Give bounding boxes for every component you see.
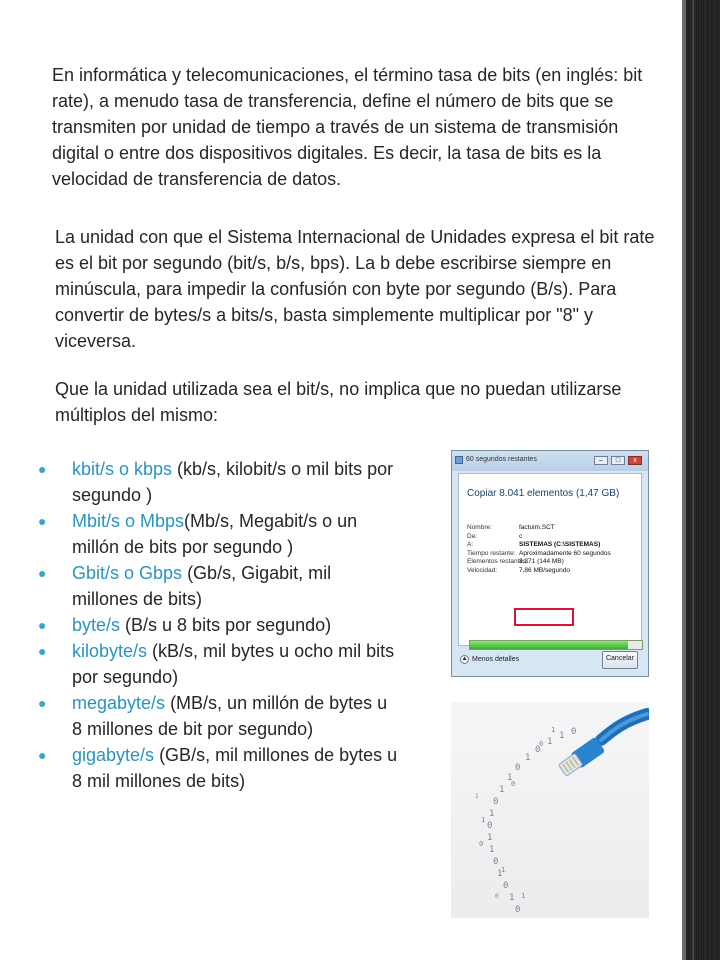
- less-details-toggle[interactable]: [460, 655, 519, 664]
- bullet-icon: ●: [38, 461, 47, 477]
- svg-text:1: 1: [475, 793, 479, 800]
- speed-highlight: [514, 608, 574, 626]
- window-controls: [594, 456, 642, 465]
- dialog-body: [458, 473, 642, 646]
- svg-text:1: 1: [489, 845, 495, 855]
- unit-description: (kB/s, mil bytes u ocho mil bits por segundo): [72, 641, 395, 687]
- svg-text:1: 1: [551, 726, 556, 734]
- svg-text:0: 0: [503, 881, 509, 891]
- network-cable-photo: [451, 702, 649, 918]
- svg-text:0: 0: [571, 727, 577, 737]
- svg-text:1: 1: [487, 833, 493, 843]
- svg-text:1: 1: [507, 773, 513, 783]
- svg-text:1: 1: [559, 731, 565, 741]
- dialog-footer: [452, 646, 648, 676]
- bullet-icon: ●: [38, 695, 47, 711]
- detail-row: [467, 550, 637, 559]
- detail-value: SISTEMAS (C:\SISTEMAS): [519, 541, 601, 548]
- unit-description: (GB/s, mil millones de bytes u 8 mil millones de bits): [72, 745, 398, 791]
- cancel-button[interactable]: Cancelar: [602, 651, 638, 669]
- detail-key: Tiempo restante:: [467, 549, 516, 557]
- detail-row: [467, 541, 637, 550]
- detail-key: A:: [467, 541, 474, 548]
- unit-description: (Mb/s, Megabit/s o un millón de bits por segundo ): [72, 511, 358, 557]
- svg-text:1: 1: [481, 816, 486, 824]
- svg-text:0: 0: [495, 893, 499, 900]
- detail-value: Aproximadamente 60 segundos: [519, 549, 611, 557]
- detail-rows: [467, 524, 637, 575]
- unit-description: (MB/s, un millón de bytes u 8 millones de bit por segundo): [72, 693, 388, 739]
- unit-name: gigabyte/s: [72, 745, 155, 765]
- svg-text:0: 0: [535, 745, 541, 755]
- bullet-icon: ●: [38, 747, 47, 763]
- bullet-icon: ●: [38, 617, 47, 633]
- bullet-icon: ●: [38, 565, 47, 581]
- detail-row: [467, 524, 637, 533]
- svg-text:0: 0: [493, 797, 499, 807]
- detail-value: 3.371 (144 MB): [519, 558, 564, 565]
- detail-row: [467, 533, 637, 542]
- unit-description: (B/s u 8 bits por segundo): [120, 615, 332, 635]
- svg-text:0: 0: [487, 821, 493, 831]
- chevron-up-icon: ▲: [461, 656, 468, 662]
- detail-row: [467, 567, 637, 576]
- close-button[interactable]: x: [628, 456, 642, 465]
- list-item: [38, 508, 398, 560]
- svg-text:0: 0: [515, 905, 521, 915]
- dialog-titlebar: [452, 451, 648, 471]
- detail-key: De:: [467, 532, 478, 540]
- maximize-button[interactable]: □: [611, 456, 625, 465]
- copy-progress-dialog: [451, 450, 649, 677]
- unit-name: byte/s: [72, 615, 121, 635]
- list-item: [38, 456, 398, 508]
- detail-value: factuim.SCT: [519, 524, 555, 531]
- detail-key: Nombre:: [467, 524, 492, 531]
- svg-text:1: 1: [525, 753, 531, 763]
- detail-row: [467, 558, 637, 567]
- svg-text:1: 1: [489, 809, 495, 819]
- unit-name: kilobyte/s: [72, 641, 148, 661]
- unit-name: Gbit/s o Gbps: [72, 563, 183, 583]
- unit-name: megabyte/s: [72, 693, 166, 713]
- detail-key: Elementos restantes:: [467, 558, 529, 565]
- detail-value: 7,86 MB/segundo: [519, 566, 570, 574]
- detail-value: c: [519, 532, 523, 540]
- svg-text:0: 0: [511, 780, 516, 788]
- svg-text:0: 0: [479, 840, 484, 848]
- svg-text:1: 1: [497, 869, 503, 879]
- list-item: [38, 690, 398, 742]
- list-item: [38, 560, 398, 612]
- list-item: [38, 612, 398, 638]
- bullet-icon: ●: [38, 643, 47, 659]
- svg-text:1: 1: [509, 893, 515, 903]
- svg-text:1: 1: [499, 785, 505, 795]
- cable-illustration: [451, 702, 649, 918]
- minimize-button[interactable]: –: [594, 456, 608, 465]
- unit-paragraph: La unidad con que el Sistema Internacional de Unidades expresa el bit rate es el bit por segundo (bit/s, b/s, bps). La b debe escribirse siempre en minúscula, para impedir la confusión con byte por segundo (B/s). Para convertir de bytes/s a bits/s, basta simplemente multiplicar por "8" y viceversa.: [55, 227, 655, 351]
- unit-name: kbit/s o kbps: [72, 459, 173, 479]
- multiples-paragraph: Que la unidad utilizada sea el bit/s, no implica que no puedan utilizarse múltiplos del mismo:: [55, 379, 622, 425]
- units-list: [38, 456, 398, 794]
- svg-text:0: 0: [539, 740, 544, 748]
- svg-text:0: 0: [515, 763, 521, 773]
- intro-paragraph: En informática y telecomunicaciones, el término tasa de bits (en inglés: bit rate), a menudo tasa de transferencia, define el número de bits que se transmiten por unidad de tiempo a través de un sistema de transmisión digital o entre dos dispositivos digitales. Es decir, la tasa de bits es la velocidad de transferencia de datos.: [52, 65, 643, 189]
- list-item: [38, 638, 398, 690]
- right-decorative-bar: [682, 0, 720, 960]
- unit-description: (Gb/s, Gigabit, mil millones de bits): [72, 563, 332, 609]
- svg-text:1: 1: [547, 737, 553, 747]
- unit-description: (kb/s, kilobit/s o mil bits por segundo ): [72, 459, 394, 505]
- dialog-title: 60 segundos restantes: [466, 456, 537, 463]
- bullet-icon: ●: [38, 513, 47, 529]
- list-item: [38, 742, 398, 794]
- unit-name: Mbit/s o Mbps: [72, 511, 185, 531]
- svg-text:1: 1: [521, 892, 526, 900]
- svg-text:0: 0: [493, 857, 499, 867]
- detail-key: Velocidad:: [467, 566, 497, 574]
- svg-text:1: 1: [501, 866, 506, 874]
- less-details-label: Menos detalles: [472, 656, 520, 663]
- copy-icon: [455, 456, 463, 464]
- dialog-heading: Copiar 8.041 elementos (1,47 GB): [467, 488, 620, 499]
